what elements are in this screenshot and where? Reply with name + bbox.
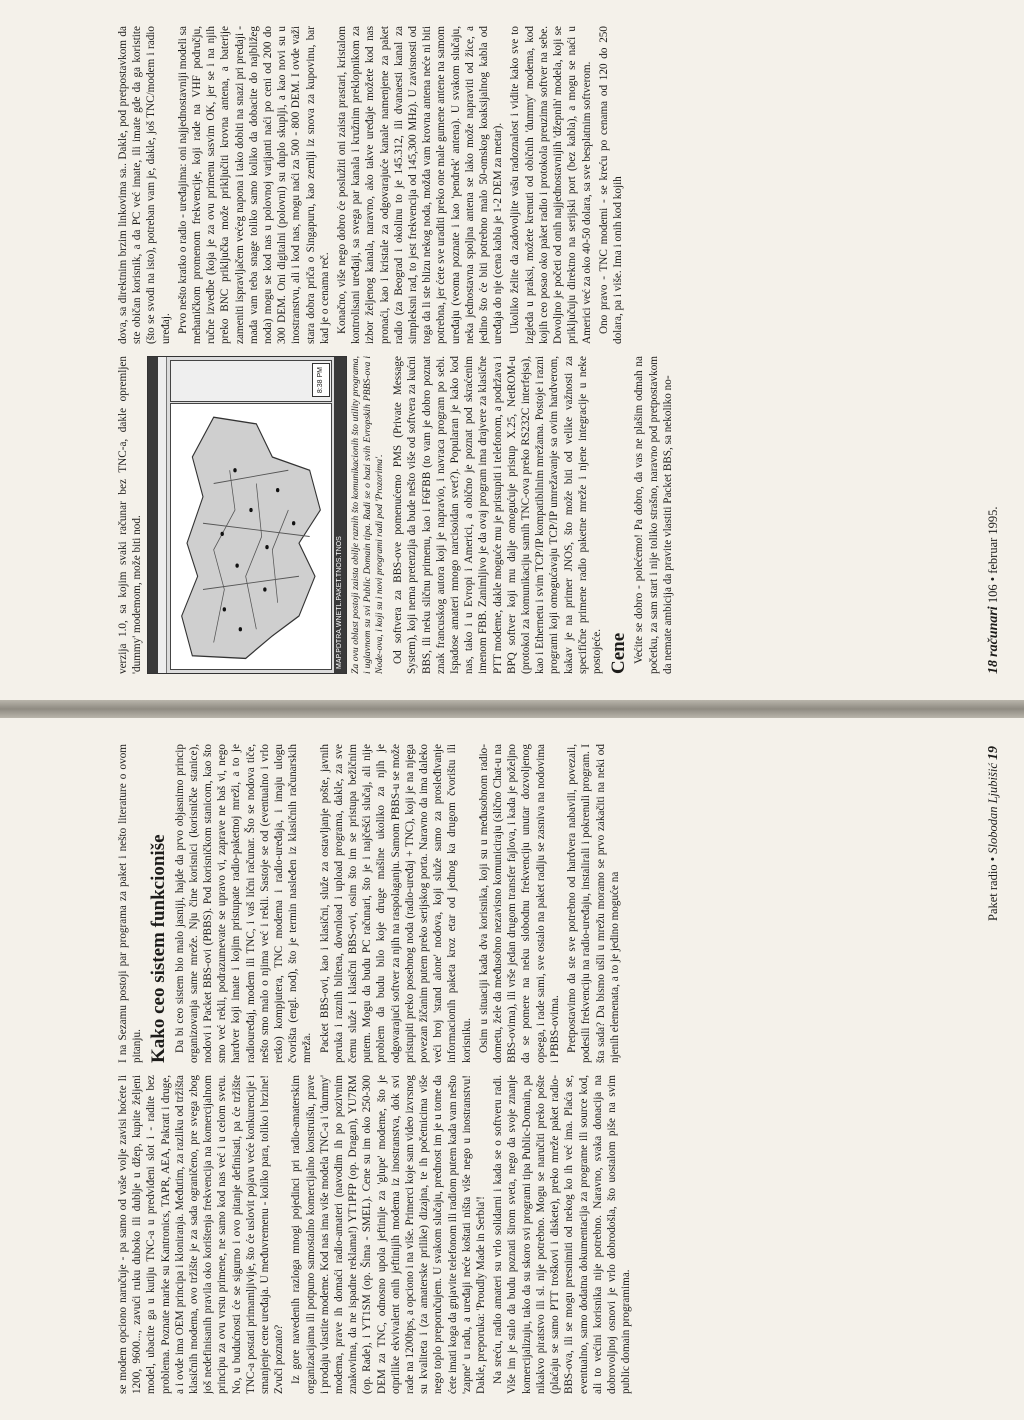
page-19 xyxy=(0,718,1024,1420)
paragraph: Pretpostavimo da ste sve potrebno od hardvera nabavili, povezali, podesili frekvenciju na radio-uređaju, instalirali i pokrenuli program. I šta sada? Da bismo ušli u mrežu moramo se prvo zakačiti na neki od njenih elemenata, a to je jedino moguće na xyxy=(566,744,621,1063)
paragraph: Na sreću, radio amateri su vrlo solidarni i kada se o softveru radi. Više im je stalo da budu poznati širom sveta, nego da svoje znanje komercijalizuju, tako da su skoro svi programi tipa Public-Domain, pa nikakvo piratstvo ili sl. nije potrebno. Mogu se naručiti preko pošte (plaćaju se samo PTT troškovi i diskete), preko mreže paket radio-BBS-ova, ili se mogu presnimiti od nekog ko ih već ima. Plaća se, eventualno, samo dodatna dokumentacija za programe ili source kod, ali to većini korisnika nije potrebno. Naravno, svaka donacija na dobrovoljnoj osnovi je vrlo dobrodošla, što uostalom piše na svim public domain programima. xyxy=(492,1075,633,1394)
clock-display: 8:38 PM xyxy=(312,363,330,397)
paragraph: Prvo nešto kratko o radio - uređajima: oni najjednostavniji modeli sa mehaničkom promenom frekvencije, koji rade na VHF području, ručne izvedbe (koja je za ovu primenu sasvim OK, jer se i na njih preko BNC priključka može priključiti krovna antena, a baterije zameniti ispravljačem većeg napona i tako dobiti na snazi pri predaji - mada vam teba snage toliko samo koliko da dobacite do najbližeg noda) mogu se kod nas u polovnoj varijanti naći po ceni od 200 do 300 DEM. Oni digitalni (polovni) su duplo skuplji, a kao novi su u inostranstvu, ali i kod nas, mogu naći za 500 - 800 DEM. I ovde važi stara dobra priča o Singapuru, kao zemlji iz snova za kupovinu, bar kad je o cenama reč. xyxy=(176,26,331,344)
author-name: Slobodan Ljubišić xyxy=(986,763,1000,854)
section-heading-cene: Cene xyxy=(608,632,630,674)
section-title: Paket radio xyxy=(986,864,1000,921)
paragraph: Osim u situaciji kada dva korisnika, koji su u međusobnom radio-dometu, žele da međusobno nezavisno komuniciraju (slično Chat-u na BBS-ovima), ili vrše jedan drugom transfer fajlova, i kada je poželjno da se pomere na neku slobodnu frekvenciju unutar dozvoljenog opsega, i rade sami, sve ostalo na paket radiju se zasniva na nodovima i PBBS-ovima. xyxy=(477,744,561,1063)
page-number: 19 xyxy=(986,746,1001,760)
paragraph: Iz gore navedenih razloga mnogi pojedinci pri radio-amaterskim organizacijama ili potpuno samostalno komercijalno konstruišu, prave i prodaju vlastite modeme. Kod nas ima više modela TNC-a i 'dummy' modema, prave ih domaći radio-amateri (navodim ih po pozivnim znakovima, da ne ispadne reklama!) YT1PFP (op. Dragan), YU7RM (op. Rade), i YT1SM (op. Šima - SMEL). Cene su im oko 250-300 DEM za TNC, odnosno upola jeftinije za 'glupe' modeme, što je otprilike ekvivalent onih jeftinijih modema iz inostranstva, dok svi rade na 1200bps, a opciono i na više. Primerci koje sam video izvrsnog su kvaliteta i (za amaterske prilike) dizajna, te ih početnicima više nego toplo preporučujem. U svakom slučaju, prednost im je u tome da ćete imati koga da gnjavite telefonom ili radiom putem kada vam nešto 'zapne' u radu, a uređaji neće koštati ništa više nego u inostranstvu! Dakle, preporuka: 'Proudly Made in Serbia'! xyxy=(290,1075,488,1394)
map-graphic xyxy=(171,404,331,669)
paragraph: Konačno, više nego dobro će poslužiti oni zaista prastari, kristalom kontrolisani uređaji, sa svega par kanala i kružnim preklopnikom za izbor željenog kanala, naravno, ako takve uređaje možete kod nas pronaći, kao i kristale za odgovarajuće kanale namenjene za paket radio (za Beograd i okolinu to je 145.312, ili dvanaesti kanal za simpleksni rad, to jest frekvencija od 145,300 MHz). U zavisnosti od toga da li ste blizu nekog noda, možda vam krovna antena neće ni biti potrebna, jer ćete sve uraditi preko one male gumene antene na samom uređaju (veoma poznate i kao 'pendrek' antena). U svakom slučaju, neka jednostavna spoljna antena se lako može napraviti od žice, a jedino što će biti potrebno malo 50-omskog koaksijalnog kabla od uređaja do nje (cena kabla je 1-2 DEM za metar). xyxy=(336,26,505,344)
map-screenshot-figure xyxy=(147,356,347,674)
page-number: 18 xyxy=(986,660,1001,674)
figure-caption: Za ovu oblast postoji zaista obilje raznih što komunikacionih što utility programa, i uglavnom su svi Public Domain tipa. Radi se o bazi svih Evropskih PBBS-ova i Node-ova, i koji su i novi programi radi pod 'Prozorima'. xyxy=(350,356,385,674)
paragraph: Od softvera za BBS-ove pomenućemo PMS (Private Message System), koji nema pretenzija da bude nešto više od softvera za kućni BBS, ili neku sličnu primenu, kao i F6FBB (to vam je dobro poznat znak francuskog autora koji je napravio, i navraca program po sebi. Ispadose amateri mnogo narcisoidan svet?). Popularan je kako kod nas, tako i u Evropi i Americi, a obično je poznat pod skraćenim imenom FBB. Zanimljivo je da ovaj program ima drajvere za klasične PTT modeme, dakle moguće mu je pristupiti i telefonom, a podržava i BPQ softver koji mu dalje omogućuje pristup X.25, NetROM-u (protokol za komunikaciju samih TNC-ova preko RS232C interfejsa), kao i Ethernetu i svim TCP/IP kompatibilnim mrežama. Postoje i razni programi koji omogućavaju TCP/IP umrežavanje sa ovim hardverom, kakav je na primer JNOS, što može biti od velike važnosti za specifične primene radio paketne mreže i njene integracije u neke postojeće. xyxy=(392,356,604,674)
magazine-title: računari xyxy=(986,606,1001,657)
page-gutter xyxy=(0,700,1024,718)
paragraph: dova, sa direktnim brzim linkovima sa.. Dakle, pod pretpostavkom da ste običan korisnik, a da PC već imate, ili imate gde da ga koristite (što se svodi na isto), potreban vam je, dakle, još TNC/modem i radio uređaj. xyxy=(117,26,172,344)
paragraph: Da bi ceo sistem bio malo jasniji, hajde da prvo objasnimo princip organizovanja same mreže. Nju čine korisnici (korisničke stanice), nodovi i Packet BBS-ovi (PBBS). Pod korisničkom stanicom, kao što smo već rekli, podrazumevate se upravo vi, zaprave ne baš vi, nego hardver koji imate i kojim pristupate radio-paketnoj mreži, a to je radiouređaj, modem ili TNC, i vaš lični računar. Što se nodova tiče, nešto smo malo o njima već i rekli. Sastoje se od (eventualno i vrlo retko) kompjutera, TNC modema i radio-uređaja, i imaju ulogu čvorišta (engl. nod), što je termin nasleđen iz klasičnih računarskih mreža. xyxy=(173,744,314,1063)
page-18-folio xyxy=(986,506,1002,674)
paragraph: Većite se dobro - polećemo! Pa dobro, da vas ne plašim odmah na početku, za sam start i nije toliko strašno, naravno pod pretpostavkom da nemate ambicija da pravite vlastiti Packet BBS, sa nekoliko no- xyxy=(633,356,674,674)
page-19-column-2 xyxy=(116,744,964,1063)
paragraph: verzija 1.0, sa kojim svaki računar bez TNC-a, dakle opremljen 'dummy' modemom, može biti nod. xyxy=(117,356,144,674)
page-18 xyxy=(0,0,1024,700)
page-19-columns xyxy=(116,744,964,1394)
page-18-columns xyxy=(116,26,964,674)
window-titlebar xyxy=(148,357,158,673)
window-statusbar: MAP.PDTRA.WNETL.PAKET.TNOS.TNOS xyxy=(334,357,346,673)
paragraph: Ono pravo - TNC modemi - se kreću po cenama od 120 do 250 dolara, pa i više. Ima i onih kod kojih xyxy=(597,26,624,344)
paragraph: Ukoliko želite da zadovoljite vašu radoznalost i vidite kako sve to izgleda u praksi, možete krenuti od običnih 'dummy' modema, kod kojih ceo posao oko paket radio i protokola preuzima softver na sebe. Dovoljno je početi od onih najjednostavnijih 'džepnih' modela, koji se priključuju direktno na serijski port (bez kabla), a mogu se naći u Americi već za oko 40-50 dolara, sa sve besplatnim softverom. xyxy=(509,26,593,344)
paragraph: Packet BBS-ovi, kao i klasični, služe za ostavljanje pošte, javnih poruka i raznih biltena, download i upload programa, dakle, za sve čemu služe i klasični BBS-ovi, osim što im se pristupa bežičnim putem. Mogu da budu PC računari, što je i najčešći slučaj, ali nije problem da budu bilo koje druge mašine ukoliko za njih je odgovarajući softver za njih na raspolaganju. Samom PBBS-u se može pristupiti preko posebnog noda (radio-uređaj + TNC), koji je na njega povezan žičanim putem preko serijskog porta. Naravno da ima daleko veći broj 'stand alone' nodova, koji služe samo za prosleđivanje informacionih paketa kroz etar od jednog ka drugom čvorištu ili korisniku. xyxy=(318,744,473,1063)
issue-info: 106 • februar 1995. xyxy=(986,506,1000,604)
paragraph: se modem opciono naručuje - pa samo od vaše volje zavisi hoćete li 1200, 9600..., zavući ruku duboko ili dublje u džep, kupite željeni model, ubacite ga u kutiju TNC-a u predviđeni slot i - radite bez problema. Poznate marke su Kantronics, TAPR, AEA, Pakratt i druge, a i ovde ima OEM principa i kloniranja. Međutim, za razliku od tržišta klasičnih modema, ovo tržište je za sada ograničeno, pre svega zbog još nedefinisanih pravila oko korištenja frekvencija na komercijalnom principu za ovu vrstu primene, ne samo kod nas već i u celom svetu. No, u budućnosti će se sigurno i ovo pitanje definisati, pa će tržište TNC-a postati primamljivije, što će uslovit pojavu veće konkurencije i smanjenje cene uređaja. U međuvremenu - koliko para, toliko i brzine! Zvuči poznato? xyxy=(117,1075,286,1394)
paragraph: I na Sezamu postoji par programa za paket i nešto literature o ovom pitanju. xyxy=(117,744,144,1063)
page-18-column-1 xyxy=(116,356,964,674)
folio-separator: • xyxy=(986,856,1000,862)
page-19-column-1 xyxy=(116,1075,964,1394)
page-18-column-2 xyxy=(116,26,964,344)
page-19-folio xyxy=(986,746,1002,921)
section-heading: Kako ceo sistem funkcioniše xyxy=(148,834,170,1063)
europe-map xyxy=(170,403,332,670)
window-menubar xyxy=(158,357,167,673)
station-list-panel xyxy=(170,360,332,402)
